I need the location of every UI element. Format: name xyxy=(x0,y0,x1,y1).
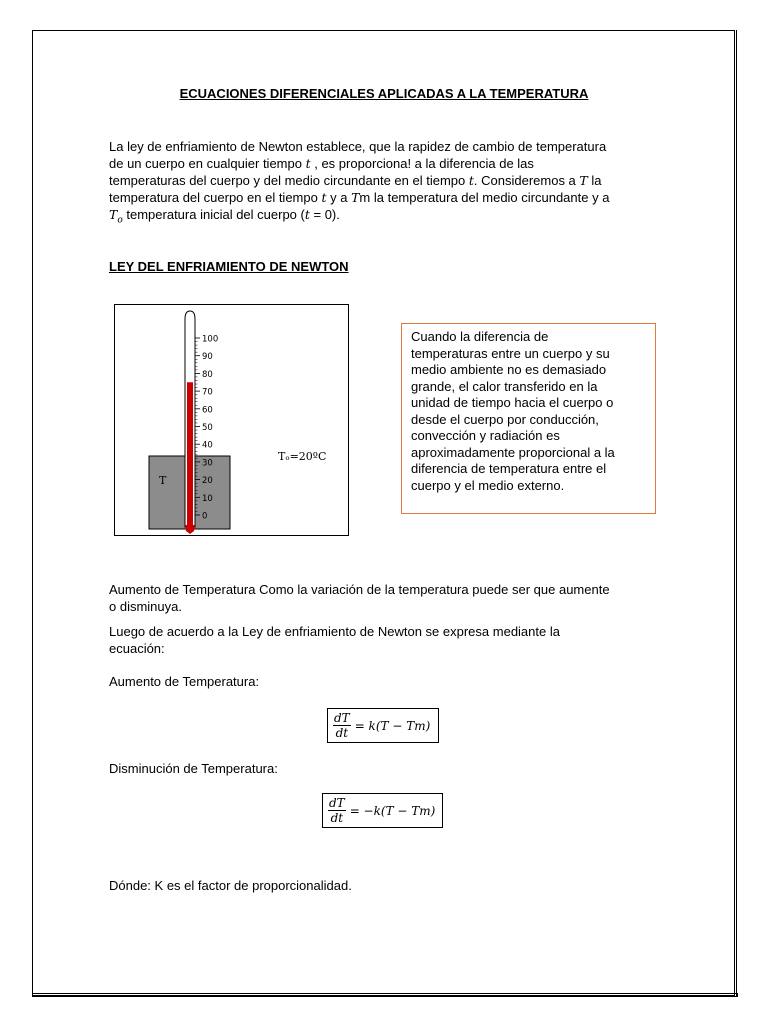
thermometer-figure xyxy=(114,304,349,536)
variation-line-2: o disminuya. xyxy=(109,599,182,614)
scale-label: 0 xyxy=(202,511,208,522)
formula-decrease xyxy=(322,793,443,828)
decrease-label: Disminución de Temperatura: xyxy=(109,761,278,776)
explanation-box xyxy=(401,323,656,514)
explanation-text xyxy=(411,329,646,494)
derivative-fraction: $\frac{dT}{dt}$ xyxy=(329,796,345,825)
formula-increase-rhs: = k(T − Tm) xyxy=(354,718,431,733)
explanation-line: temperaturas entre un cuerpo y su xyxy=(411,345,610,361)
explanation-line: cuerpo y el medio externo. xyxy=(411,477,565,493)
paragraph-newton-law xyxy=(109,623,669,657)
derivative-fraction: $\frac{dT}{dt}$ xyxy=(334,711,350,740)
scale-label: 80 xyxy=(202,369,213,380)
mercury-bulb xyxy=(185,525,195,534)
intro-line-4: temperatura del cuerpo en el tiempo t y a Tm la temperatura del medio circundante y a xyxy=(109,190,610,205)
newton-law-line-2: ecuación: xyxy=(109,641,165,656)
conclusion-text: Dónde: K es el factor de proporcionalidad. xyxy=(109,878,352,893)
formula-decrease-rhs: = −k(T − Tm) xyxy=(349,803,436,818)
body-label: T xyxy=(159,474,167,487)
thermometer-illustration xyxy=(115,305,347,534)
scale-label: 50 xyxy=(202,423,213,433)
intro-line-2: de un cuerpo en cualquier tiempo t , es proporciona! a la diferencia de las xyxy=(109,156,534,171)
explanation-line: diferencia de temperatura entre el xyxy=(411,461,607,476)
paragraph-variation xyxy=(109,581,669,615)
scale-label: 20 xyxy=(202,476,213,487)
intro-line-3: temperaturas del cuerpo y del medio circundante en el tiempo t. Consideremos a T la xyxy=(109,173,602,188)
intro-line-1: La ley de enfriamiento de Newton establece, que la rapidez de cambio de temperatura xyxy=(109,139,607,154)
scale-label: 60 xyxy=(202,405,213,416)
scale-label: 30 xyxy=(202,458,213,469)
newton-law-line-1: Luego de acuerdo a la Ley de enfriamiento de Newton se expresa mediante la xyxy=(109,624,560,639)
scale-label: 90 xyxy=(202,352,213,363)
scale-label: 10 xyxy=(202,493,213,504)
explanation-line: unidad de tiempo hacia el cuerpo o xyxy=(411,395,614,410)
ambient-temperature-label: Tₒ=20ºC xyxy=(278,450,327,463)
mercury-column xyxy=(187,382,193,528)
explanation-line: convección y radiación es xyxy=(411,428,560,443)
explanation-line: desde el cuerpo por conducción, xyxy=(411,411,599,427)
document-title: ECUACIONES DIFERENCIALES APLICADAS A LA TEMPERATURA xyxy=(179,86,589,101)
variation-line-1: Aumento de Temperatura Como la variación de la temperatura puede ser que aumente xyxy=(109,582,610,597)
scale-label: 70 xyxy=(202,387,213,398)
formula-increase xyxy=(327,708,439,743)
page-border-shadow-bottom xyxy=(32,993,738,997)
page-border-shadow-right xyxy=(734,30,737,996)
intro-paragraph xyxy=(109,138,669,230)
scale-label: 40 xyxy=(202,440,213,451)
increase-label: Aumento de Temperatura: xyxy=(109,674,260,689)
explanation-line: medio ambiente no es demasiado xyxy=(411,362,607,377)
section-heading: LEY DEL ENFRIAMIENTO DE NEWTON xyxy=(109,259,349,274)
explanation-line: aproximadamente proporcional a la xyxy=(411,444,615,460)
explanation-line: grande, el calor transferido en la xyxy=(411,378,598,394)
explanation-line: Cuando la diferencia de xyxy=(411,329,549,344)
scale-label: 100 xyxy=(202,334,219,345)
intro-line-5: $T_o$ temperatura inicial del cuerpo (t = 0). xyxy=(109,207,340,226)
